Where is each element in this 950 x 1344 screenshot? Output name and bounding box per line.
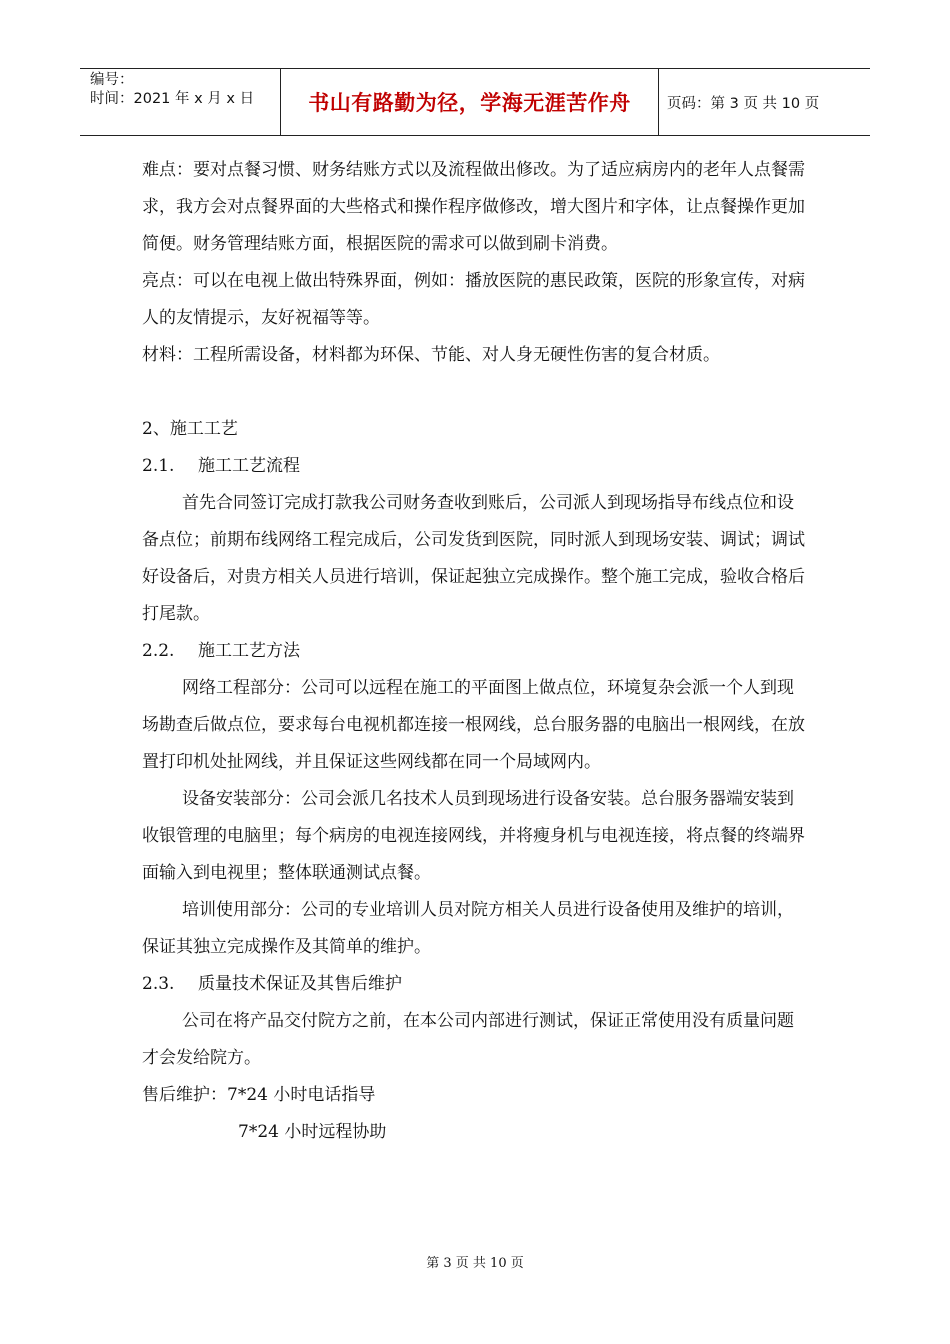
- paragraph-process: 首先合同签订完成打款我公司财务查收到账后，公司派人到现场指导布线点位和设备点位；前期布线网络工程完成后，公司发货到医院，同时派人到现场安装、调试；调试好设备后，对贵方相关人员进行培训，保证起独立完成操作。整个施工完成，验收合格后打尾款。: [142, 493, 805, 624]
- section-heading-2-1: [142, 448, 810, 485]
- section-heading-2: 2、施工工艺: [142, 419, 238, 439]
- paragraph-remote-support: 7*24 小时远程协助: [238, 1122, 387, 1142]
- spacer: [142, 374, 810, 411]
- header-page-info: 页码：第 3 页 共 10 页: [667, 95, 820, 112]
- page-header: [80, 68, 870, 136]
- section-title: 质量技术保证及其售后维护: [198, 974, 402, 994]
- date-label: 时间：2021 年 x 月 x 日: [90, 91, 255, 107]
- paragraph-highlight: 亮点：可以在电视上做出特殊界面，例如：播放医院的惠民政策，医院的形象宣传，对病人的友情提示，友好祝福等等。: [142, 271, 805, 328]
- section-heading-2-2: [142, 633, 810, 670]
- header-left-cell: [80, 69, 281, 135]
- paragraph-quality: 公司在将产品交付院方之前，在本公司内部进行测试，保证正常使用没有质量问题才会发给院方。: [142, 1011, 794, 1068]
- section-title: 施工工艺方法: [198, 641, 300, 661]
- paragraph-after-sales: 售后维护：7*24 小时电话指导: [142, 1085, 376, 1105]
- section-number: 2.1.: [142, 456, 175, 476]
- paragraph-training: 培训使用部分：公司的专业培训人员对院方相关人员进行设备使用及维护的培训，保证其独立完成操作及其简单的维护。: [142, 900, 794, 957]
- header-motto: 书山有路勤为径，学海无涯苦作舟: [281, 69, 659, 135]
- number-label: 编号：: [90, 72, 134, 88]
- paragraph-difficulty: 难点：要对点餐习惯、财务结账方式以及流程做出修改。为了适应病房内的老年人点餐需求，我方会对点餐界面的大些格式和操作程序做修改，增大图片和字体，让点餐操作更加简便。财务管理结账方面，根据医院的需求可以做到刷卡消费。: [142, 160, 805, 254]
- paragraph-installation: 设备安装部分：公司会派几名技术人员到现场进行设备安装。总台服务器端安装到收银管理的电脑里；每个病房的电视连接网线，并将瘦身机与电视连接，将点餐的终端界面输入到电视里；整体联通测试点餐。: [142, 789, 805, 883]
- section-title: 施工工艺流程: [198, 456, 300, 476]
- page-footer: 第 3 页 共 10 页: [426, 1256, 524, 1271]
- paragraph-network: 网络工程部分：公司可以远程在施工的平面图上做点位，环境复杂会派一个人到现场勘查后做点位，要求每台电视机都连接一根网线，总台服务器的电脑出一根网线，在放置打印机处扯网线，并且保证这些网线都在同一个局域网内。: [142, 678, 805, 772]
- document-body: [142, 152, 810, 1151]
- paragraph-materials: 材料：工程所需设备，材料都为环保、节能、对人身无硬性伤害的复合材质。: [142, 345, 720, 365]
- section-number: 2.2.: [142, 641, 175, 661]
- section-number: 2.3.: [142, 974, 175, 994]
- section-heading-2-3: [142, 966, 810, 1003]
